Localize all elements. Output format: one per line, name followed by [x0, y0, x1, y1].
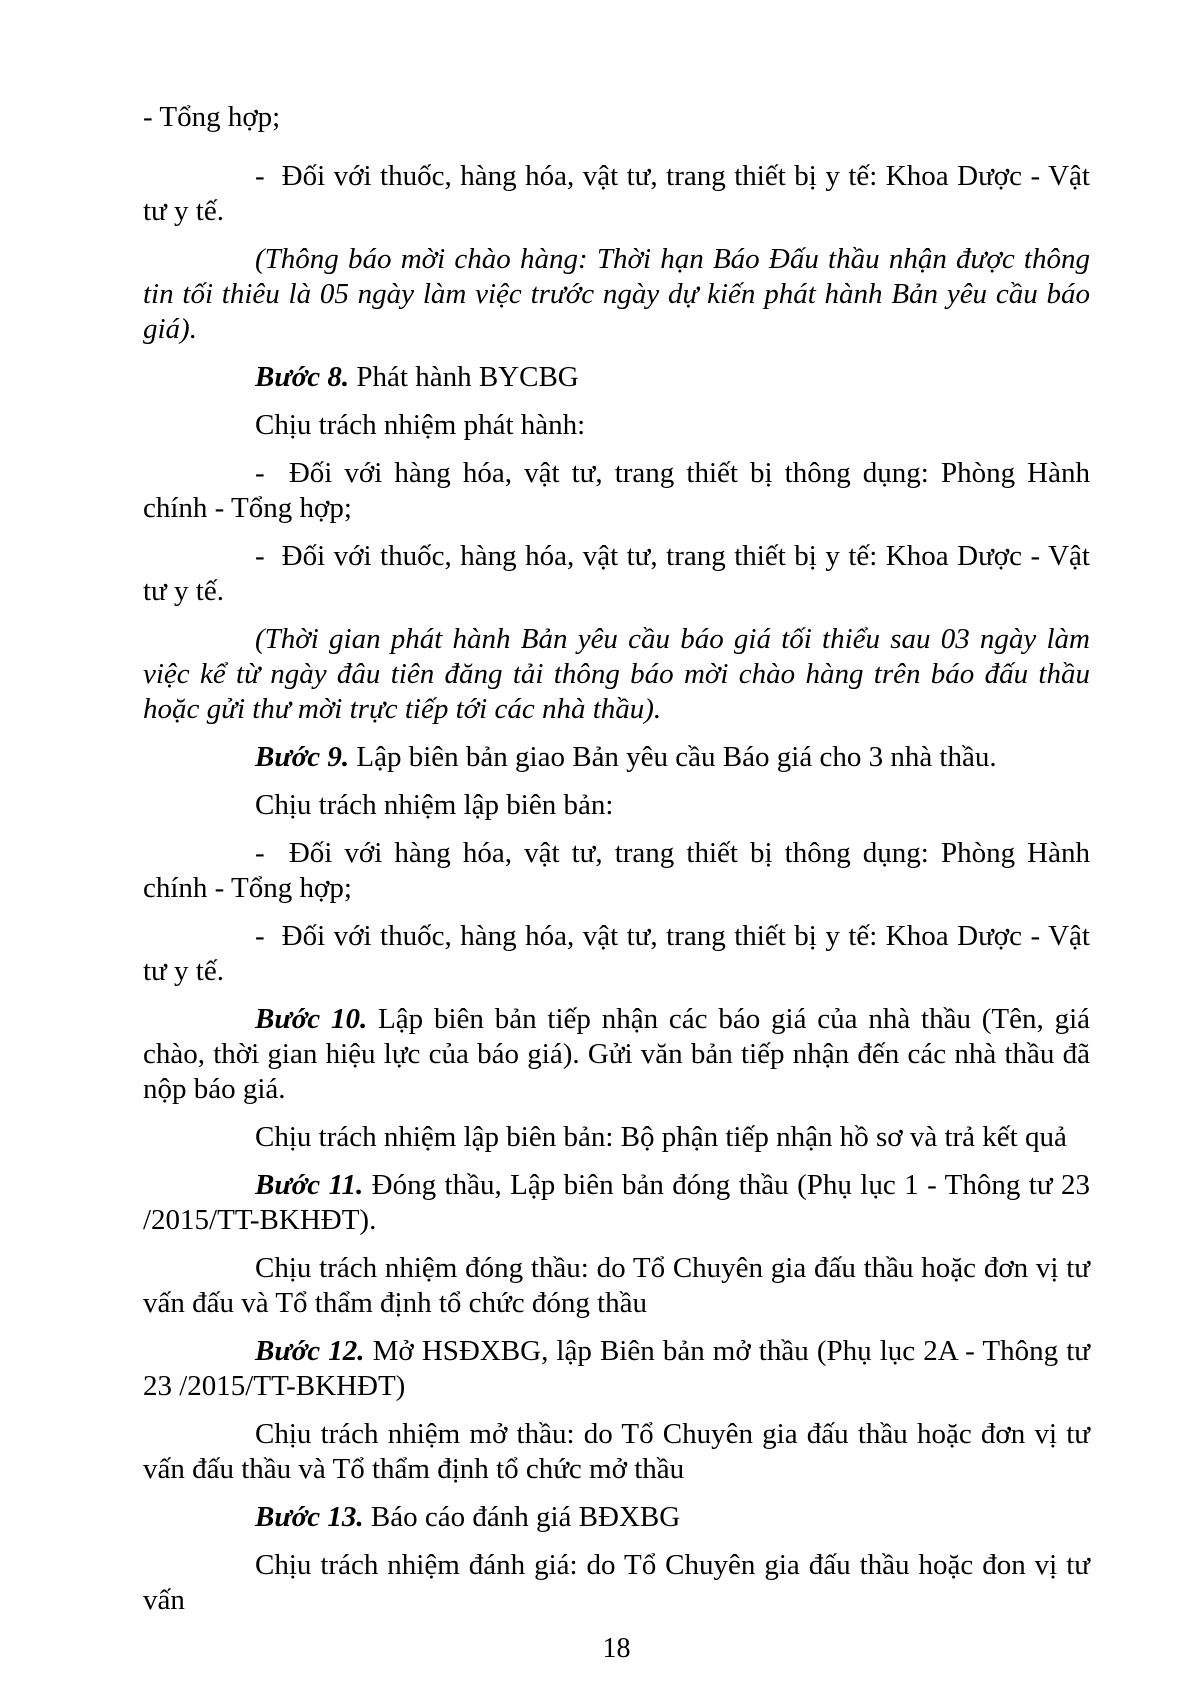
paragraph-chiu-trach-nhiem-danh-gia: Chịu trách nhiệm đánh giá: do Tổ Chuyên gia đấu thầu hoặc đon vị tư vấn: [143, 1549, 1090, 1616]
paragraph-chiu-trach-nhiem-lap-bien-ban: Chịu trách nhiệm lập biên bản:: [255, 789, 614, 821]
paragraph-chiu-trach-nhiem-lap-bien-ban-2: Chịu trách nhiệm lập biên bản: Bộ phận tiếp nhận hồ sơ và trả kết quả: [255, 1121, 1067, 1153]
step-8-label: Bước 8.: [255, 361, 350, 393]
step-13-label: Bước 13.: [255, 1501, 364, 1533]
step-12-label: Bước 12.: [255, 1335, 365, 1367]
step-10-text: Lập biên bản tiếp nhận các báo giá của nhà thầu (Tên, giá chào, thời gian hiệu lực của báo giá). Gửi văn bản tiếp nhận đến các nhà thầu đã nộp báo giá.: [143, 1003, 1091, 1105]
paragraph-dash-thuoc-y-te: - Đối với thuốc, hàng hóa, vật tư, trang thiết bị y tế: Khoa Dược - Vật tư y tế.: [143, 160, 1090, 227]
step-10-label: Bước 10.: [255, 1003, 368, 1035]
paragraph-note-thoi-gian-phat-hanh: (Thời gian phát hành Bản yêu cầu báo giá tối thiểu sau 03 ngày làm việc kể từ ngày đâu tiên đăng tải thông báo mời chào hàng trên báo đấu thầu hoặc gửi thư mời trực tiếp tới các nhà thầu).: [143, 623, 1090, 725]
paragraph-note-thong-bao-moi-chao-hang: (Thông báo mời chào hàng: Thời hạn Báo Đấu thầu nhận được thông tin tối thiêu là 05 ngày làm việc trước ngày dự kiến phát hành Bản yêu cầu báo giá).: [143, 243, 1090, 345]
paragraph-step-10: [143, 1002, 1090, 1107]
paragraph-step-13: [143, 1500, 1090, 1535]
page-number: 18: [602, 1633, 631, 1664]
paragraph-step-8: [143, 360, 1090, 395]
paragraph-step-12: [143, 1334, 1090, 1404]
step-8-text: Phát hành BYCBG: [349, 361, 579, 393]
paragraph-dash-hang-hoa: - Đối với hàng hóa, vật tư, trang thiết bị thông dụng: Phòng Hành chính - Tổng hợp;: [143, 457, 1090, 524]
paragraph-step-9: [143, 740, 1090, 775]
paragraph-chiu-trach-nhiem-mo-thau: Chịu trách nhiệm mở thầu: do Tổ Chuyên gia đấu thầu hoặc đơn vị tư vấn đấu thầu và Tổ thẩm định tổ chức mở thầu: [143, 1418, 1090, 1485]
step-9-text: Lập biên bản giao Bản yêu cầu Báo giá cho 3 nhà thầu.: [349, 741, 997, 773]
step-12-text: Mở HSĐXBG, lập Biên bản mở thầu (Phụ lục 2A - Thông tư 23 /2015/TT-BKHĐT): [143, 1335, 1091, 1402]
paragraph-step-11: [143, 1168, 1090, 1238]
step-11-text: Đóng thầu, Lập biên bản đóng thầu (Phụ lục 1 - Thông tư 23 /2015/TT-BKHĐT).: [143, 1169, 1090, 1236]
paragraph-dash-thuoc-y-te-3: - Đối với thuốc, hàng hóa, vật tư, trang thiết bị y tế: Khoa Dược - Vật tư y tế.: [143, 920, 1090, 987]
step-13-text: Báo cáo đánh giá BĐXBG: [363, 1501, 681, 1533]
step-9-label: Bước 9.: [255, 741, 350, 773]
paragraph-dash-hang-hoa-2: - Đối với hàng hóa, vật tư, trang thiết bị thông dụng: Phòng Hành chính - Tổng hợp;: [143, 837, 1090, 904]
paragraph-chiu-trach-nhiem-phat-hanh: Chịu trách nhiệm phát hành:: [255, 409, 586, 441]
paragraph-tong-hop-continuation: - Tổng hợp;: [143, 101, 281, 133]
step-11-label: Bước 11.: [255, 1169, 364, 1201]
paragraph-chiu-trach-nhiem-dong-thau: Chịu trách nhiệm đóng thầu: do Tổ Chuyên gia đấu thầu hoặc đơn vị tư vấn đấu và Tổ thẩm định tổ chức đóng thầu: [143, 1252, 1090, 1319]
paragraph-dash-thuoc-y-te-2: - Đối với thuốc, hàng hóa, vật tư, trang thiết bị y tế: Khoa Dược - Vật tư y tế.: [143, 540, 1090, 607]
